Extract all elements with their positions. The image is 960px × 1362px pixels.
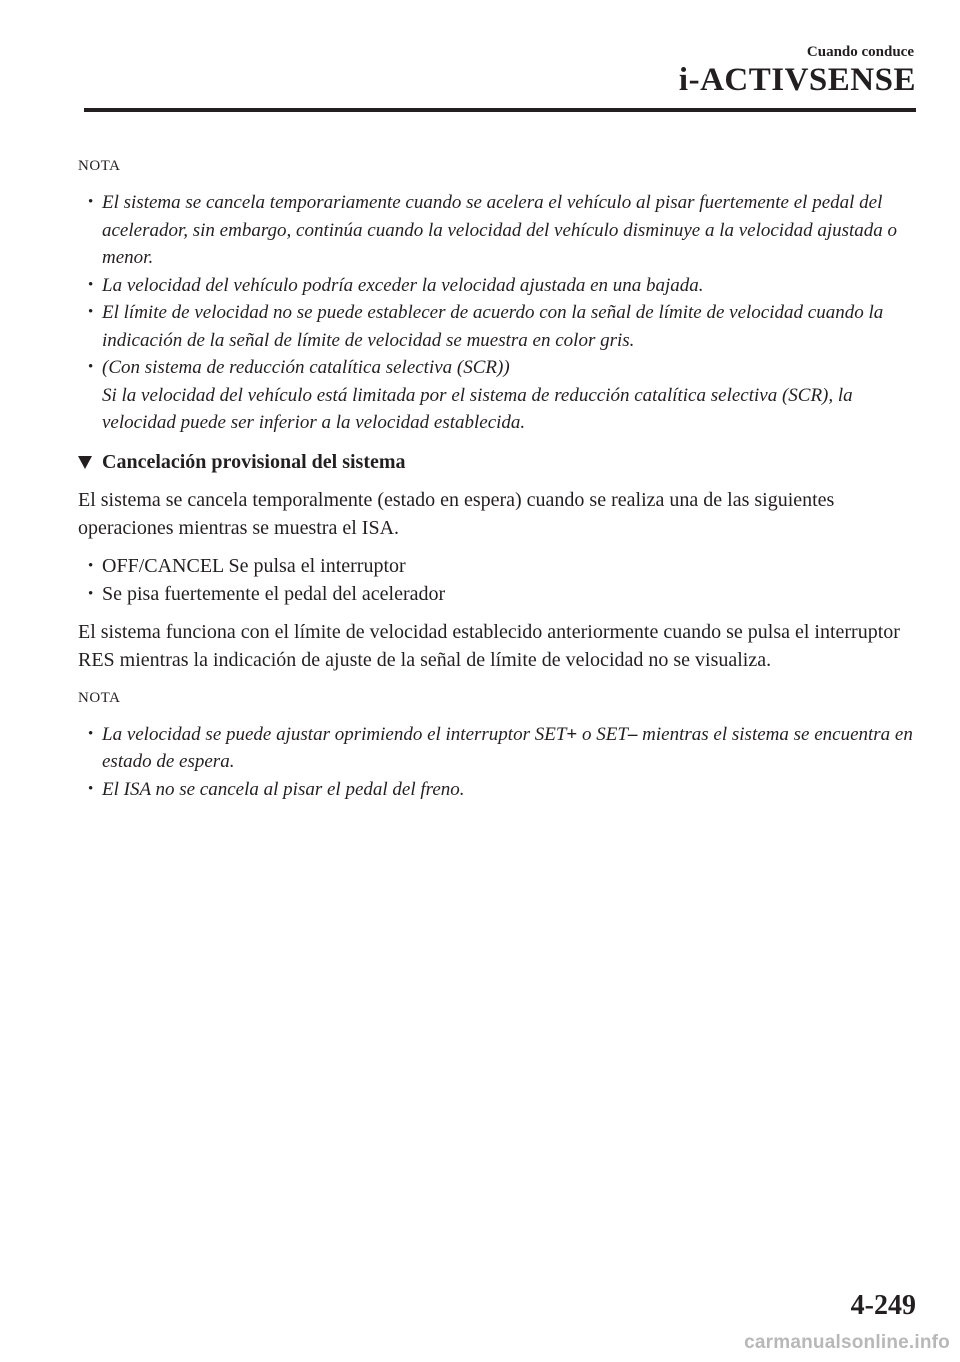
plus-icon: + [566, 723, 578, 745]
bullet-dot-icon: • [88, 276, 94, 293]
bullet-dot-icon: • [88, 725, 94, 742]
bullet-dot-icon: • [88, 585, 94, 602]
operation-list [78, 552, 918, 608]
bullet-dot-icon: • [88, 359, 94, 375]
bullet-dot-icon: • [88, 557, 94, 574]
note-list [78, 721, 918, 804]
header-chapter: Cuando conduce [806, 44, 914, 60]
note-item: • La velocidad del vehículo podría exceder la velocidad ajustada en una bajada. [78, 272, 918, 300]
note-label: NOTA [78, 689, 121, 706]
scr-text: Si la velocidad del vehículo está limitada por el sistema de reducción catalítica selectiva (SCR), la velocidad puede ser inferior a la velocidad establecida. [102, 384, 853, 433]
page-content [78, 158, 918, 803]
header-rule [84, 108, 916, 112]
section-heading: Cancelación provisional del sistema [78, 451, 918, 474]
note-list [78, 189, 918, 437]
page-number: 4-249 [850, 1290, 916, 1321]
note-item: • El límite de velocidad no se puede establecer de acuerdo con la señal de límite de velocidad cuando la indicación de la señal de límite de velocidad se muestra en color gris. [78, 299, 918, 354]
bullet-dot-icon: • [88, 304, 94, 320]
section-paragraph: El sistema funciona con el límite de velocidad establecido anteriormente cuando se pulsa el interruptor RES mientras la indicación de ajuste de la señal de límite de velocidad no se visualiza. [78, 620, 900, 671]
list-item: • OFF/CANCEL Se pulsa el interruptor [78, 552, 918, 580]
header-section-title: i-ACTIVSENSE [678, 62, 916, 98]
section-intro: El sistema se cancela temporalmente (estado en espera) cuando se realiza una de las siguientes operaciones mientras se muestra el ISA. [78, 488, 835, 539]
list-item: • Se pisa fuertemente el pedal del acelerador [78, 580, 918, 608]
bullet-dot-icon: • [88, 780, 94, 797]
triangle-down-icon [78, 456, 92, 469]
minus-icon: – [627, 723, 638, 745]
note-item [78, 354, 918, 437]
note-item: • El sistema se cancela temporariamente cuando se acelera el vehículo al pisar fuertemente el pedal del acelerador, sin embargo, continúa cuando la velocidad del vehículo disminuye a la velocidad ajustada o menor. [78, 189, 918, 272]
scr-title: (Con sistema de reducción catalítica selectiva (SCR)) [102, 357, 510, 378]
bullet-dot-icon: • [88, 194, 94, 210]
watermark: carmanualsonline.info [744, 1332, 950, 1353]
note-item: • El ISA no se cancela al pisar el pedal del freno. [78, 776, 918, 804]
note-item: • La velocidad se puede ajustar oprimiendo el interruptor SET+ o SET– mientras el sistema se encuentra en estado de espera. [78, 721, 918, 776]
note-label: NOTA [78, 158, 121, 174]
